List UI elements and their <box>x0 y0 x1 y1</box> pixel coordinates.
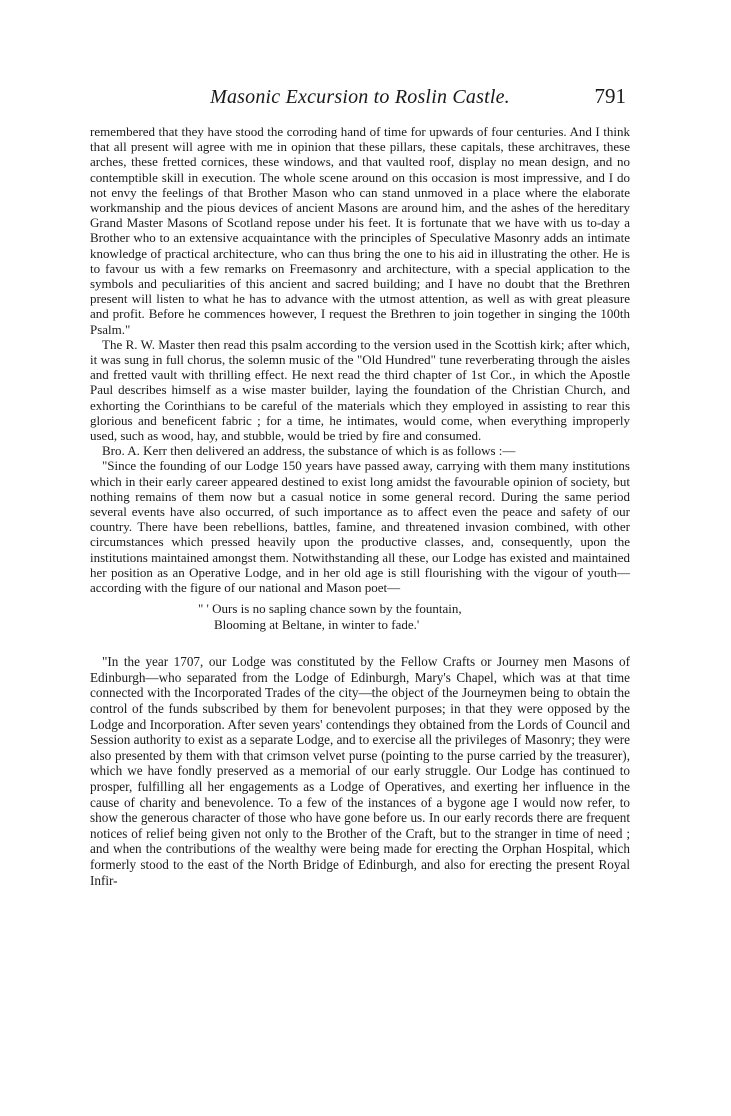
paragraph-address-founding: "Since the founding of our Lodge 150 years have passed away, carrying with them many institutions which in their early career appeared destined to exist long amidst the favourable opinion of society, but nothing remains of them now but a casual notice in some general record. During the same period several events have also occurred, of such importance as to affect even the peace and safety of our country. There have been rebellions, battles, famine, and threatened invasion combined, with other circumstances which pressed heavily upon the productive classes, and, consequently, upon the institutions maintained amongst them. Notwithstanding all these, our Lodge has existed and maintained her position as an Operative Lodge, and in her old age is still flourishing with the vigour of youth—according with the figure of our national and Mason poet— <box>90 458 630 596</box>
poem-quotation <box>90 601 630 632</box>
running-title: Masonic Excursion to Roslin Castle. <box>210 86 510 108</box>
poem-line: Blooming at Beltane, in winter to fade.' <box>214 616 420 632</box>
paragraph-psalm-reading: The R. W. Master then read this psalm according to the version used in the Scottish kirk; after which, it was sung in full chorus, the solemn music of the "Old Hundred" tune reverberating through the aisles and fretted vault with thrilling effect. He next read the third chapter of 1st Cor., in which the Apostle Paul describes himself as a wise master builder, laying the foundation of the Christian Church, and exhorting the Corinthians to be careful of the materials which they employed in assisting to rear this glorious and beneficent fabric ; for a time, he intimates, would come, when everything improperly used, such as wood, hay, and stubble, would be tried by fire and consumed. <box>90 336 630 444</box>
paragraph-lodge-history: "In the year 1707, our Lodge was constituted by the Fellow Crafts or Journey men Masons of Edinburgh—who separated from the Lodge of Edinburgh, Mary's Chapel, which was at that time connected with the Incorporated Trades of the city—the object of the Journeymen being to obtain the control of the funds subscribed by them for benevolent purposes; in that they were opposed by the Lodge and Incorporation. After seven years' contendings they obtained from the Lords of Council and Session authority to exist as a separate Lodge, and to exercise all the privileges of Masonry; they were also presented by them with that crimson velvet purse (pointing to the purse carried by the treasurer), which we have fondly preserved as a memorial of our early struggle. Our Lodge has continued to prosper, fulfilling all her engagements as a Lodge of Operatives, and exerting her influence in the cause of charity and benevolence. To a few of the instances of a bygone age I would now refer, to show the generous character of those who have gone before us. In our early records there are frequent notices of relief being given not only to the Brother of the Craft, but to the stranger in time of need ; and when the contributions of the wealthy were being made for erecting the Orphan Hospital, which formerly stood to the east of the North Bridge of Edinburgh, and also for erecting the present Royal Infir- <box>90 654 630 888</box>
page-header <box>90 82 630 112</box>
body-text <box>90 124 630 888</box>
poem-line: " ' Ours is no sapling chance sown by the fountain, <box>198 601 462 617</box>
page-number: 791 <box>594 84 626 108</box>
paragraph-address-intro: Bro. A. Kerr then delivered an address, the substance of which is as follows :— <box>102 443 516 459</box>
paragraph-continuation: remembered that they have stood the corroding hand of time for upwards of four centuries. And I think that all present will agree with me in opinion that these pillars, these capitals, these architraves, these arches, these fretted cornices, these windows, and that vaulted roof, display no mean design, and no contemptible skill in execution. The whole scene around on this occasion is most impressive, and I do not envy the feelings of that Brother Mason who can stand unmoved in a place where the elaborate workmanship and the pious devices of ancient Masons are around him, and the ashes of the hereditary Grand Master Masons of Scotland repose under his feet. It is fortunate that we have with us to-day a Brother who to an extensive acquaintance with the principles of Speculative Masonry adds an intimate knowledge of practical architecture, who can thus bring the one to his aid in illustrating the other. He is to favour us with a few remarks on Freemasonry and architecture, with a special application to the symbols and peculiarities of this ancient and sacred building; and I have no doubt that the Brethren present will listen to what he has to advance with the utmost attention, as well as with great pleasure and profit. Before he commences however, I request the Brethren to join together in singing the 100th Psalm." <box>90 124 630 337</box>
